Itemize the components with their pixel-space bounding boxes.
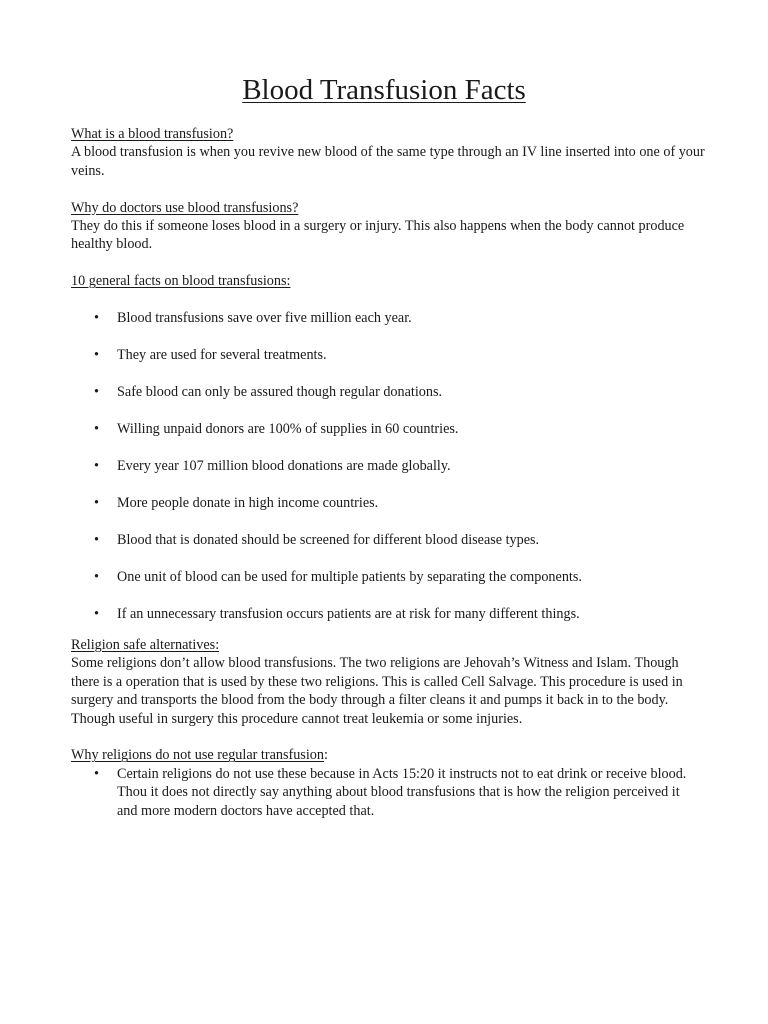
bullet-icon: •: [94, 457, 99, 474]
list-item: [71, 420, 711, 457]
fact-text: More people donate in high income countries.: [117, 494, 379, 511]
bullet-icon: •: [94, 346, 99, 363]
list-item: [71, 605, 711, 623]
section-heading-why-religions-line: [71, 746, 711, 764]
fact-text: Every year 107 million blood donations are made globally.: [117, 457, 451, 474]
document-title: Blood Transfusion Facts: [242, 74, 526, 106]
list-item: [71, 457, 711, 494]
spacer: [71, 180, 711, 198]
bullet-icon: •: [94, 568, 99, 585]
list-item: [71, 346, 711, 383]
bullet-icon: •: [94, 420, 99, 437]
bullet-icon: •: [94, 383, 99, 400]
list-item: [71, 568, 711, 605]
bullet-icon: •: [94, 309, 99, 326]
fact-text: Willing unpaid donors are 100% of supplies in 60 countries.: [117, 420, 459, 437]
list-item: [71, 531, 711, 568]
list-item: [71, 494, 711, 531]
fact-text: Blood transfusions save over five million each year.: [117, 309, 412, 326]
document-body: [71, 125, 711, 820]
section-text-why-doctors: They do this if someone loses blood in a surgery or injury. This also happens when the body cannot produce healthy blood.: [71, 218, 685, 253]
fact-text: Blood that is donated should be screened for different blood disease types.: [117, 531, 540, 548]
section-heading-why-doctors: Why do doctors use blood transfusions?: [71, 199, 299, 216]
fact-text: If an unnecessary transfusion occurs patients are at risk for many different things.: [117, 605, 580, 622]
section-heading-religion: Religion safe alternatives:: [71, 637, 220, 654]
why-religions-list: [71, 765, 711, 820]
bullet-icon: •: [94, 531, 99, 548]
section-heading-why-religions: Why religions do not use regular transfusion: [71, 747, 324, 764]
heading-colon: :: [323, 747, 328, 764]
bullet-icon: •: [94, 605, 99, 622]
bullet-icon: •: [94, 494, 99, 511]
list-item: [71, 765, 697, 820]
section-heading-what: What is a blood transfusion?: [71, 126, 234, 142]
list-item: [71, 383, 711, 420]
facts-list: [71, 309, 711, 623]
reason-text: Certain religions do not use these because in Acts 15:20 it instructs not to eat drink or receive blood. Thou it does not directly say anything about blood transfusions that is how the religion perceived it and more modern doctors have accepted that.: [117, 765, 687, 819]
bullet-icon: •: [94, 765, 99, 782]
list-item: [71, 309, 711, 346]
fact-text: Safe blood can only be assured though regular donations.: [117, 383, 443, 400]
section-text-what: A blood transfusion is when you revive new blood of the same type through an IV line inserted into one of your veins.: [71, 144, 705, 179]
spacer: [71, 728, 711, 746]
fact-text: They are used for several treatments.: [117, 346, 327, 363]
spacer: [71, 623, 711, 636]
fact-text: One unit of blood can be used for multiple patients by separating the components.: [117, 568, 582, 585]
spacer: [71, 254, 711, 272]
section-text-religion: Some religions don’t allow blood transfusions. The two religions are Jehovah’s Witness and Islam. Though there is a operation that is used by these two religions. This is called Cell Salvage. This procedure is used in surgery and transports the blood from the body through a filter cleans it and pumps it back in to the body. Though useful in surgery this procedure cannot treat leukemia or some injuries.: [71, 655, 683, 727]
section-heading-facts: 10 general facts on blood transfusions:: [71, 273, 291, 290]
